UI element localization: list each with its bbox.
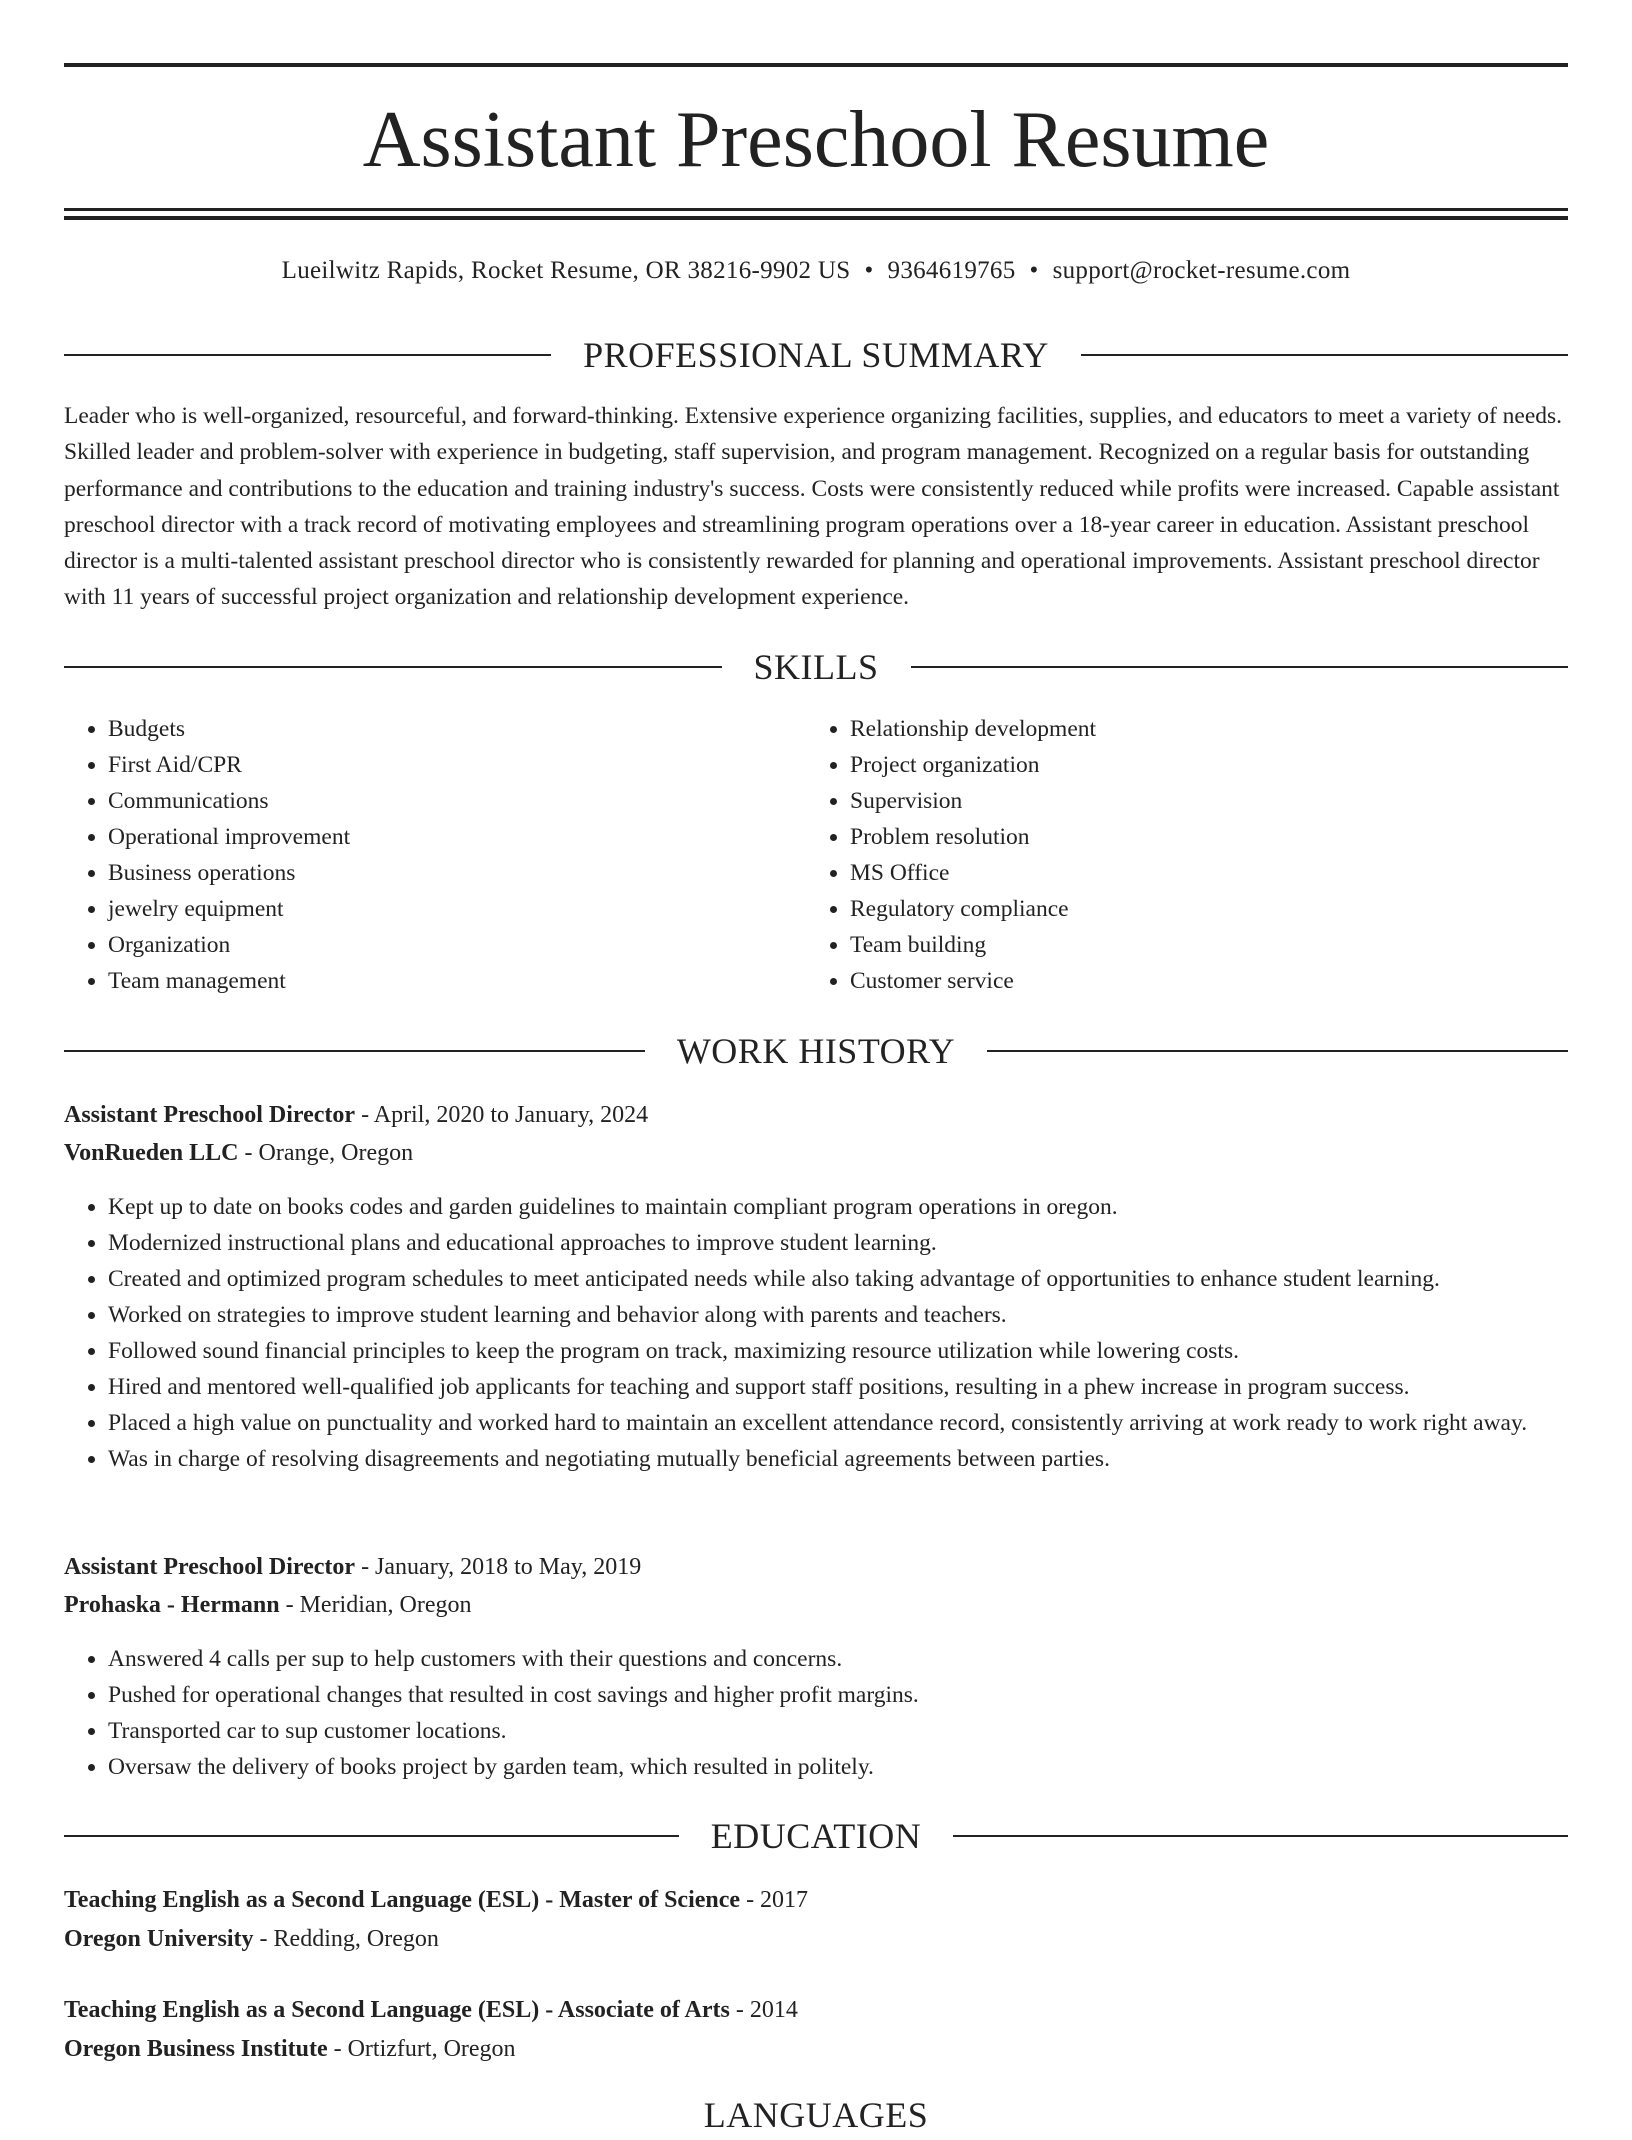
- job-title: Assistant Preschool Director: [64, 1102, 356, 1128]
- skill-item: • Operational improvement: [108, 819, 808, 855]
- job-title-line: [64, 1097, 1568, 1133]
- job-dates: - January, 2018 to May, 2019: [355, 1554, 642, 1580]
- job-bullet: • Answered 4 calls per sup to help customers with their questions and concerns.: [108, 1641, 1568, 1677]
- job-company-line: [64, 1135, 1568, 1171]
- job-bullet: • Transported car to sup customer locations.: [108, 1713, 1568, 1749]
- skill-item: • First Aid/CPR: [108, 747, 808, 783]
- job-dates: - April, 2020 to January, 2024: [355, 1102, 649, 1128]
- contact-address: Lueilwitz Rapids, Rocket Resume, OR 38216-9902 US: [281, 257, 851, 284]
- job-location: - Orange, Oregon: [238, 1140, 414, 1166]
- section-header-education: [64, 1811, 1568, 1861]
- education-location: - Redding, Oregon: [253, 1926, 439, 1952]
- skills-list-left: [64, 711, 808, 999]
- education-school: Oregon Business Institute: [64, 2036, 328, 2062]
- education-degree-line: [64, 1992, 1568, 2028]
- section-divider: [64, 354, 551, 356]
- skill-item: • Team management: [108, 963, 808, 999]
- education-degree: Teaching English as a Second Language (ESL) - Master of Science: [64, 1887, 741, 1913]
- job-bullets: [64, 1641, 1568, 1785]
- contact-separator: •: [864, 257, 874, 284]
- skill-item: • Team building: [850, 927, 1550, 963]
- header-rule-top: [64, 63, 1568, 67]
- skill-item: • Relationship development: [850, 711, 1550, 747]
- education-location: - Ortizfurt, Oregon: [327, 2036, 516, 2062]
- resume-page: [64, 0, 1568, 2135]
- skill-item: • Communications: [108, 783, 808, 819]
- job-bullets: [64, 1189, 1568, 1477]
- education-school-line: [64, 2031, 1568, 2067]
- skill-item: • Supervision: [850, 783, 1550, 819]
- section-title: PROFESSIONAL SUMMARY: [583, 335, 1049, 375]
- section-title: WORK HISTORY: [676, 1031, 956, 1071]
- header-rule-bottom-thick: [64, 216, 1568, 220]
- job-bullet: • Hired and mentored well-qualified job applicants for teaching and support staff positions, resulting in a phew increase in program success.: [108, 1369, 1568, 1405]
- header-rule-bottom: [64, 208, 1568, 211]
- job-bullet: • Followed sound financial principles to keep the program on track, maximizing resource utilization while lowering costs.: [108, 1333, 1568, 1369]
- section-header-summary: [64, 330, 1568, 380]
- job-bullet: • Oversaw the delivery of books project by garden team, which resulted in politely.: [108, 1749, 1568, 1785]
- skill-item: • jewelry equipment: [108, 891, 808, 927]
- skill-item: • Customer service: [850, 963, 1550, 999]
- job-company-line: [64, 1587, 1568, 1623]
- skill-item: • Project organization: [850, 747, 1550, 783]
- resume-title: Assistant Preschool Resume: [362, 96, 1270, 184]
- contact-separator: •: [1029, 257, 1039, 284]
- skill-item: • Business operations: [108, 855, 808, 891]
- section-divider: [64, 1050, 645, 1052]
- job-company: VonRueden LLC: [64, 1140, 239, 1166]
- summary-text: Leader who is well-organized, resourceful, and forward-thinking. Extensive experience organizing facilities, supplies, and educators to meet a variety of needs. Skilled leader and problem-solver with experience in budgeting, staff supervision, and program management. Recognized on a regular basis for outstanding performance and contributions to the education and training industry's success. Costs were consistently reduced while profits were increased. Capable assistant preschool director with a track record of motivating employees and streamlining program operations over a 18-year career in education. Assistant preschool director is a multi-talented assistant preschool director who is consistently rewarded for planning and operational improvements. Assistant preschool director with 11 years of successful project organization and relationship development experience.: [64, 403, 1563, 611]
- education-school-line: [64, 1921, 1568, 1957]
- job-bullet: • Was in charge of resolving disagreements and negotiating mutually beneficial agreements between parties.: [108, 1441, 1568, 1477]
- job-bullet: • Created and optimized program schedules to meet anticipated needs while also taking advantage of opportunities to enhance student learning.: [108, 1261, 1568, 1297]
- section-title: SKILLS: [753, 647, 879, 687]
- skill-item: • Organization: [108, 927, 808, 963]
- section-header-work: [64, 1026, 1568, 1076]
- section-header-skills: [64, 642, 1568, 692]
- job-bullet: • Modernized instructional plans and educational approaches to improve student learning.: [108, 1225, 1568, 1261]
- job-title-line: [64, 1549, 1568, 1585]
- job-title: Assistant Preschool Director: [64, 1554, 356, 1580]
- education-year: - 2014: [729, 1997, 798, 2023]
- job-bullet: • Kept up to date on books codes and garden guidelines to maintain compliant program operations in oregon.: [108, 1189, 1568, 1225]
- section-divider: [911, 666, 1569, 668]
- job-bullet: • Pushed for operational changes that resulted in cost savings and higher profit margins.: [108, 1677, 1568, 1713]
- contact-email[interactable]: support@rocket-resume.com: [1052, 257, 1351, 284]
- skill-item: • Budgets: [108, 711, 808, 747]
- section-divider: [64, 666, 722, 668]
- section-title: LANGUAGES: [703, 2095, 929, 2135]
- education-degree-line: [64, 1882, 1568, 1918]
- education-degree: Teaching English as a Second Language (ESL) - Associate of Arts: [64, 1997, 730, 2023]
- section-title: EDUCATION: [710, 1816, 922, 1856]
- job-location: - Meridian, Oregon: [279, 1592, 472, 1618]
- section-divider: [1081, 354, 1568, 356]
- education-year: - 2017: [740, 1887, 809, 1913]
- section-divider: [64, 1835, 679, 1837]
- job-bullet: • Placed a high value on punctuality and worked hard to maintain an excellent attendance record, consistently arriving at work ready to work right away.: [108, 1405, 1568, 1441]
- section-header-languages: [64, 2090, 1568, 2140]
- contact-line: [64, 254, 1568, 288]
- contact-phone: 9364619765: [887, 257, 1016, 284]
- skill-item: • MS Office: [850, 855, 1550, 891]
- skill-item: • Problem resolution: [850, 819, 1550, 855]
- skill-item: • Regulatory compliance: [850, 891, 1550, 927]
- section-divider: [953, 1835, 1568, 1837]
- skills-list-right: [806, 711, 1550, 999]
- section-divider: [987, 1050, 1568, 1052]
- job-bullet: • Worked on strategies to improve student learning and behavior along with parents and teachers.: [108, 1297, 1568, 1333]
- job-company: Prohaska - Hermann: [64, 1592, 280, 1618]
- education-school: Oregon University: [64, 1926, 254, 1952]
